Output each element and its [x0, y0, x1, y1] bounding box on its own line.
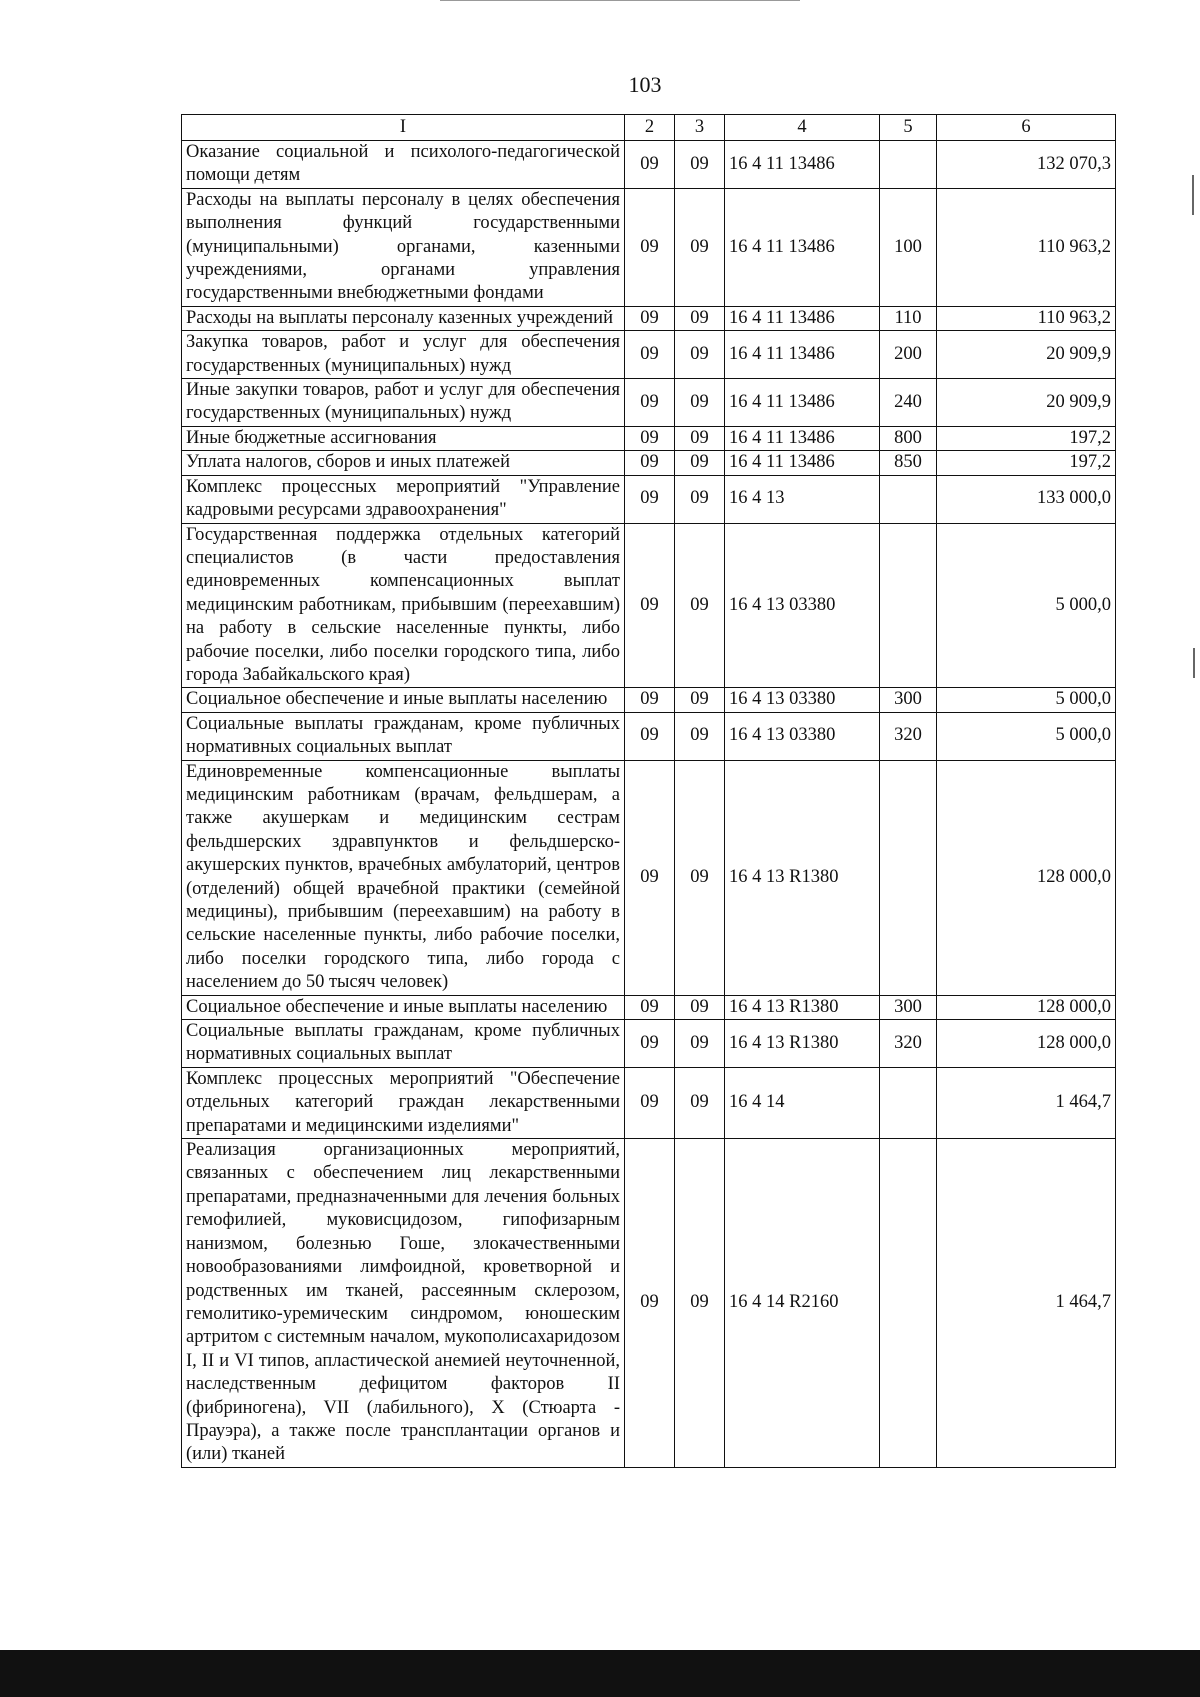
target-article-cell: 16 4 13 R1380	[725, 1020, 880, 1068]
expense-type-cell	[880, 1139, 937, 1468]
subsection-code-cell: 09	[675, 141, 725, 189]
amount-cell: 110 963,2	[937, 306, 1116, 330]
section-code-cell: 09	[625, 523, 675, 688]
subsection-code-cell: 09	[675, 426, 725, 450]
header-cell: 5	[880, 115, 937, 141]
section-code-cell: 09	[625, 331, 675, 379]
target-article-cell: 16 4 13 R1380	[725, 995, 880, 1019]
budget-table	[181, 114, 1116, 1468]
subsection-code-cell: 09	[675, 475, 725, 523]
amount-cell: 128 000,0	[937, 760, 1116, 995]
target-article-cell: 16 4 11 13486	[725, 379, 880, 427]
header-cell: 4	[725, 115, 880, 141]
table-row	[182, 1020, 1116, 1068]
table-row	[182, 379, 1116, 427]
subsection-code-cell: 09	[675, 1067, 725, 1138]
scan-margin-mark	[1193, 648, 1195, 678]
expense-type-cell: 240	[880, 379, 937, 427]
header-row	[182, 115, 1116, 141]
header-cell: I	[182, 115, 625, 141]
target-article-cell: 16 4 11 13486	[725, 306, 880, 330]
section-code-cell: 09	[625, 1139, 675, 1468]
table-row	[182, 1139, 1116, 1468]
subsection-code-cell: 09	[675, 188, 725, 306]
expense-type-cell: 300	[880, 688, 937, 712]
amount-cell: 1 464,7	[937, 1139, 1116, 1468]
expense-type-cell	[880, 1067, 937, 1138]
section-code-cell: 09	[625, 379, 675, 427]
row-name-cell: Государственная поддержка отдельных категорий специалистов (в части предоставления единовременных компенсационных выплат медицинским работникам, прибывшим (переехавшим) на работу в сельские населенные пункты, либо рабочие поселки, либо поселки городского типа, либо города Забайкальского края)	[182, 523, 625, 688]
expense-type-cell: 100	[880, 188, 937, 306]
table-row	[182, 995, 1116, 1019]
header-cell: 6	[937, 115, 1116, 141]
expense-type-cell	[880, 475, 937, 523]
amount-cell: 20 909,9	[937, 331, 1116, 379]
row-name-cell: Комплекс процессных мероприятий "Обеспечение отдельных категорий граждан лекарственными препаратами и медицинскими изделиями"	[182, 1067, 625, 1138]
section-code-cell: 09	[625, 995, 675, 1019]
table-row	[182, 688, 1116, 712]
row-name-cell: Реализация организационных мероприятий, связанных с обеспечением лиц лекарственными препаратами, предназначенными для лечения больных гемофилией, муковисцидозом, гипофизарным нанизмом, болезнью Гоше, злокачественными новообразованиями лимфоидной, кроветворной и родственных им тканей, рассеянным склерозом, гемолитико-уремическим синдромом, юношеским артритом с системным началом, мукополисахаридозом I, II и VI типов, апластической анемией неуточненной, наследственным дефицитом факторов II (фибриногена), VII (лабильного), X (Стюарта - Прауэра), а также после трансплантации органов и (или) тканей	[182, 1139, 625, 1468]
subsection-code-cell: 09	[675, 712, 725, 760]
amount-cell: 20 909,9	[937, 379, 1116, 427]
section-code-cell: 09	[625, 688, 675, 712]
amount-cell: 5 000,0	[937, 712, 1116, 760]
target-article-cell: 16 4 11 13486	[725, 451, 880, 475]
row-name-cell: Уплата налогов, сборов и иных платежей	[182, 451, 625, 475]
row-name-cell: Единовременные компенсационные выплаты медицинским работникам (врачам, фельдшерам, а также акушеркам и медицинским сестрам фельдшерских здравпунктов и фельдшерско-акушерских пунктов, врачебных амбулаторий, центров (отделений) общей врачебной практики (семейной медицины), прибывшим (переехавшим) на работу в сельские населенные пункты, либо рабочие поселки, либо поселки городского типа, либо города с населением до 50 тысяч человек)	[182, 760, 625, 995]
header-cell: 2	[625, 115, 675, 141]
table-row	[182, 306, 1116, 330]
subsection-code-cell: 09	[675, 688, 725, 712]
row-name-cell: Расходы на выплаты персоналу казенных учреждений	[182, 306, 625, 330]
target-article-cell: 16 4 11 13486	[725, 426, 880, 450]
table-row	[182, 141, 1116, 189]
subsection-code-cell: 09	[675, 379, 725, 427]
target-article-cell: 16 4 13	[725, 475, 880, 523]
subsection-code-cell: 09	[675, 760, 725, 995]
target-article-cell: 16 4 13 03380	[725, 688, 880, 712]
section-code-cell: 09	[625, 141, 675, 189]
row-name-cell: Социальное обеспечение и иные выплаты населению	[182, 688, 625, 712]
subsection-code-cell: 09	[675, 1139, 725, 1468]
section-code-cell: 09	[625, 1067, 675, 1138]
subsection-code-cell: 09	[675, 306, 725, 330]
expense-type-cell	[880, 523, 937, 688]
expense-type-cell: 300	[880, 995, 937, 1019]
scan-margin-mark	[1192, 175, 1194, 215]
row-name-cell: Иные закупки товаров, работ и услуг для обеспечения государственных (муниципальных) нужд	[182, 379, 625, 427]
row-name-cell: Социальные выплаты гражданам, кроме публичных нормативных социальных выплат	[182, 1020, 625, 1068]
amount-cell: 110 963,2	[937, 188, 1116, 306]
target-article-cell: 16 4 14 R2160	[725, 1139, 880, 1468]
table-row	[182, 1067, 1116, 1138]
row-name-cell: Социальные выплаты гражданам, кроме публичных нормативных социальных выплат	[182, 712, 625, 760]
expense-type-cell	[880, 760, 937, 995]
target-article-cell: 16 4 13 03380	[725, 523, 880, 688]
amount-cell: 128 000,0	[937, 995, 1116, 1019]
amount-cell: 128 000,0	[937, 1020, 1116, 1068]
expense-type-cell: 320	[880, 712, 937, 760]
table-row	[182, 188, 1116, 306]
subsection-code-cell: 09	[675, 523, 725, 688]
table-row	[182, 760, 1116, 995]
section-code-cell: 09	[625, 712, 675, 760]
subsection-code-cell: 09	[675, 331, 725, 379]
row-name-cell: Иные бюджетные ассигнования	[182, 426, 625, 450]
top-scan-rule	[440, 0, 800, 3]
amount-cell: 197,2	[937, 451, 1116, 475]
amount-cell: 197,2	[937, 426, 1116, 450]
expense-type-cell: 850	[880, 451, 937, 475]
table-row	[182, 451, 1116, 475]
section-code-cell: 09	[625, 760, 675, 995]
section-code-cell: 09	[625, 188, 675, 306]
amount-cell: 133 000,0	[937, 475, 1116, 523]
scan-bottom-edge	[0, 1650, 1200, 1697]
expense-type-cell: 320	[880, 1020, 937, 1068]
amount-cell: 132 070,3	[937, 141, 1116, 189]
expense-type-cell: 110	[880, 306, 937, 330]
table-row	[182, 712, 1116, 760]
table-row	[182, 331, 1116, 379]
target-article-cell: 16 4 13 03380	[725, 712, 880, 760]
row-name-cell: Оказание социальной и психолого-педагогической помощи детям	[182, 141, 625, 189]
target-article-cell: 16 4 14	[725, 1067, 880, 1138]
header-cell: 3	[675, 115, 725, 141]
amount-cell: 5 000,0	[937, 523, 1116, 688]
row-name-cell: Расходы на выплаты персоналу в целях обеспечения выполнения функций государственными (муниципальными) органами, казенными учреждениями, органами управления государственными внебюджетными фондами	[182, 188, 625, 306]
table-row	[182, 475, 1116, 523]
table-row	[182, 523, 1116, 688]
section-code-cell: 09	[625, 475, 675, 523]
expense-type-cell	[880, 141, 937, 189]
table-row	[182, 426, 1116, 450]
expense-type-cell: 800	[880, 426, 937, 450]
amount-cell: 5 000,0	[937, 688, 1116, 712]
expense-type-cell: 200	[880, 331, 937, 379]
section-code-cell: 09	[625, 451, 675, 475]
row-name-cell: Комплекс процессных мероприятий "Управление кадровыми ресурсами здравоохранения"	[182, 475, 625, 523]
target-article-cell: 16 4 13 R1380	[725, 760, 880, 995]
subsection-code-cell: 09	[675, 451, 725, 475]
amount-cell: 1 464,7	[937, 1067, 1116, 1138]
section-code-cell: 09	[625, 306, 675, 330]
subsection-code-cell: 09	[675, 995, 725, 1019]
row-name-cell: Социальное обеспечение и иные выплаты населению	[182, 995, 625, 1019]
subsection-code-cell: 09	[675, 1020, 725, 1068]
row-name-cell: Закупка товаров, работ и услуг для обеспечения государственных (муниципальных) нужд	[182, 331, 625, 379]
target-article-cell: 16 4 11 13486	[725, 141, 880, 189]
target-article-cell: 16 4 11 13486	[725, 188, 880, 306]
page-number: 103	[628, 72, 662, 97]
section-code-cell: 09	[625, 1020, 675, 1068]
target-article-cell: 16 4 11 13486	[725, 331, 880, 379]
section-code-cell: 09	[625, 426, 675, 450]
